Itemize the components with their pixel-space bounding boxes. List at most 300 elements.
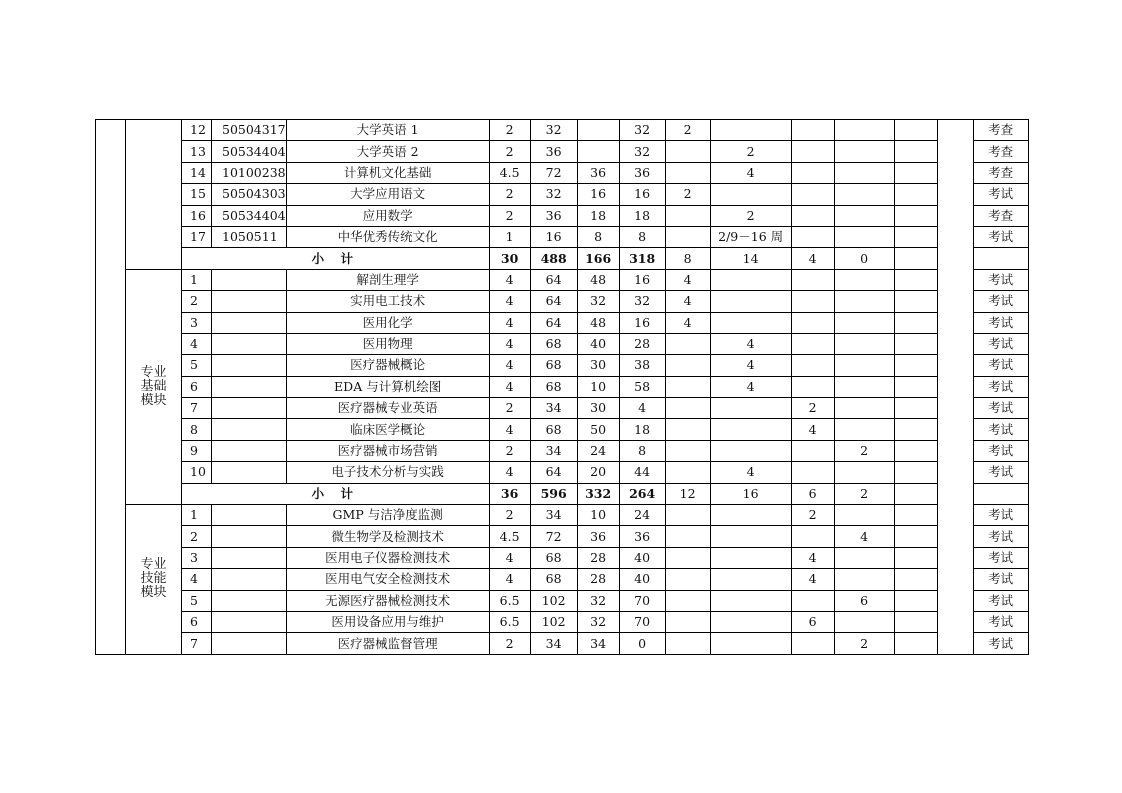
exam-type-cell: 考试 <box>973 440 1028 461</box>
course-code-cell <box>212 547 287 568</box>
blank-cell <box>894 333 937 354</box>
course-number-cell: 2 <box>182 291 212 312</box>
theory-hours-cell: 36 <box>577 162 619 183</box>
course-name-cell: 大学英语 2 <box>286 141 489 162</box>
semester-1-cell: 4 <box>665 291 710 312</box>
blank-cell <box>894 269 937 290</box>
practice-hours-cell: 36 <box>619 162 665 183</box>
course-name-cell: 应用数学 <box>286 205 489 226</box>
exam-type-cell: 考查 <box>973 141 1028 162</box>
exam-type-cell: 考试 <box>973 398 1028 419</box>
exam-type-cell: 考试 <box>973 376 1028 397</box>
semester-2-cell <box>710 590 791 611</box>
course-number-cell: 13 <box>182 141 212 162</box>
exam-type-cell: 考试 <box>973 633 1028 654</box>
practice-hours-cell: 40 <box>619 569 665 590</box>
total-hours-cell: 36 <box>530 141 577 162</box>
total-hours-cell: 34 <box>530 398 577 419</box>
blank-cell <box>894 312 937 333</box>
total-hours-cell: 64 <box>530 291 577 312</box>
total-hours-cell: 64 <box>530 312 577 333</box>
exam-type-cell: 考试 <box>973 291 1028 312</box>
semester-3-cell <box>791 141 834 162</box>
theory-hours-cell: 30 <box>577 355 619 376</box>
module-name-cell <box>126 505 182 655</box>
table-row <box>96 505 1029 526</box>
blank-cell <box>894 547 937 568</box>
table-row <box>96 333 1029 354</box>
theory-hours-cell: 32 <box>577 611 619 632</box>
theory-hours-cell: 18 <box>577 205 619 226</box>
subtotal-s2-cell: 16 <box>710 483 791 504</box>
theory-hours-cell: 40 <box>577 333 619 354</box>
subtotal-s3-cell: 4 <box>791 248 834 269</box>
subtotal-label: 小 计 <box>182 248 490 269</box>
practice-hours-cell: 8 <box>619 440 665 461</box>
semester-1-cell <box>665 590 710 611</box>
course-name-cell: GMP 与洁净度监测 <box>286 505 489 526</box>
semester-2-cell <box>710 398 791 419</box>
course-number-cell: 14 <box>182 162 212 183</box>
theory-hours-cell: 10 <box>577 505 619 526</box>
semester-1-cell <box>665 419 710 440</box>
course-code-cell <box>212 633 287 654</box>
course-number-cell: 6 <box>182 611 212 632</box>
semester-4-cell <box>834 141 894 162</box>
theory-hours-cell: 34 <box>577 633 619 654</box>
module-name-cell <box>126 269 182 504</box>
total-hours-cell: 72 <box>530 526 577 547</box>
semester-4-cell <box>834 226 894 247</box>
total-hours-cell: 34 <box>530 440 577 461</box>
total-hours-cell: 68 <box>530 333 577 354</box>
semester-1-cell <box>665 526 710 547</box>
credit-cell: 6.5 <box>489 611 530 632</box>
course-code-cell <box>212 569 287 590</box>
course-code-cell <box>212 355 287 376</box>
semester-4-cell <box>834 162 894 183</box>
exam-type-cell: 考查 <box>973 120 1028 141</box>
exam-type-cell: 考试 <box>973 333 1028 354</box>
table-row <box>96 205 1029 226</box>
course-name-cell: 电子技术分析与实践 <box>286 462 489 483</box>
credit-cell: 2 <box>489 398 530 419</box>
subtotal-s4-cell: 0 <box>834 248 894 269</box>
total-hours-cell: 102 <box>530 590 577 611</box>
course-code-cell <box>212 269 287 290</box>
blank-cell <box>894 291 937 312</box>
credit-cell: 2 <box>489 184 530 205</box>
credit-cell: 4.5 <box>489 162 530 183</box>
semester-3-cell <box>791 184 834 205</box>
semester-3-cell: 4 <box>791 569 834 590</box>
exam-type-cell: 考查 <box>973 205 1028 226</box>
semester-2-cell <box>710 291 791 312</box>
left-margin-cell <box>96 120 126 655</box>
exam-type-cell: 考试 <box>973 184 1028 205</box>
course-number-cell: 1 <box>182 269 212 290</box>
semester-2-cell <box>710 569 791 590</box>
table-row <box>96 611 1029 632</box>
semester-1-cell <box>665 633 710 654</box>
subtotal-label: 小 计 <box>182 483 490 504</box>
theory-hours-cell: 16 <box>577 184 619 205</box>
semester-4-cell <box>834 355 894 376</box>
semester-3-cell <box>791 590 834 611</box>
semester-1-cell: 2 <box>665 120 710 141</box>
theory-hours-cell: 20 <box>577 462 619 483</box>
subtotal-practice-cell: 318 <box>619 248 665 269</box>
practice-hours-cell: 18 <box>619 205 665 226</box>
course-name-cell: 医疗器械概论 <box>286 355 489 376</box>
module-name-line: 技能 <box>140 571 167 587</box>
semester-1-cell <box>665 440 710 461</box>
course-name-cell: 医用电气安全检测技术 <box>286 569 489 590</box>
table-row <box>96 547 1029 568</box>
table-row <box>96 526 1029 547</box>
blank-cell <box>894 376 937 397</box>
course-name-cell: 大学应用语文 <box>286 184 489 205</box>
exam-type-cell <box>973 483 1028 504</box>
course-number-cell: 3 <box>182 547 212 568</box>
blank-column-cell <box>937 120 973 655</box>
semester-4-cell <box>834 333 894 354</box>
subtotal-total-cell: 596 <box>530 483 577 504</box>
semester-4-cell <box>834 376 894 397</box>
exam-type-cell: 考查 <box>973 162 1028 183</box>
semester-1-cell <box>665 205 710 226</box>
table-row <box>96 226 1029 247</box>
semester-4-cell <box>834 462 894 483</box>
table-row <box>96 120 1029 141</box>
credit-cell: 4 <box>489 333 530 354</box>
course-number-cell: 4 <box>182 569 212 590</box>
credit-cell: 2 <box>489 633 530 654</box>
total-hours-cell: 36 <box>530 205 577 226</box>
module-name-line: 模块 <box>140 392 167 408</box>
semester-1-cell <box>665 355 710 376</box>
blank-cell <box>894 120 937 141</box>
semester-4-cell <box>834 611 894 632</box>
semester-3-cell: 6 <box>791 611 834 632</box>
course-name-cell: 医用电子仪器检测技术 <box>286 547 489 568</box>
credit-cell: 4 <box>489 269 530 290</box>
exam-type-cell: 考试 <box>973 569 1028 590</box>
table-row <box>96 162 1029 183</box>
subtotal-s2-cell: 14 <box>710 248 791 269</box>
blank-cell <box>894 205 937 226</box>
table-row <box>96 291 1029 312</box>
semester-2-cell: 2 <box>710 141 791 162</box>
semester-3-cell: 2 <box>791 398 834 419</box>
theory-hours-cell: 32 <box>577 590 619 611</box>
theory-hours-cell: 28 <box>577 569 619 590</box>
course-name-cell: 医用设备应用与维护 <box>286 611 489 632</box>
total-hours-cell: 64 <box>530 269 577 290</box>
semester-2-cell: 2/9－16 周 <box>710 226 791 247</box>
blank-cell <box>894 184 937 205</box>
table-row <box>96 398 1029 419</box>
theory-hours-cell: 28 <box>577 547 619 568</box>
course-code-cell: 50504303 <box>212 184 287 205</box>
credit-cell: 2 <box>489 120 530 141</box>
exam-type-cell: 考试 <box>973 547 1028 568</box>
course-name-cell: 无源医疗器械检测技术 <box>286 590 489 611</box>
blank-cell <box>894 483 937 504</box>
semester-1-cell <box>665 569 710 590</box>
semester-2-cell <box>710 184 791 205</box>
curriculum-table <box>95 119 1029 655</box>
course-number-cell: 12 <box>182 120 212 141</box>
course-code-cell: 1050511 <box>212 226 287 247</box>
exam-type-cell: 考试 <box>973 505 1028 526</box>
credit-cell: 4 <box>489 569 530 590</box>
total-hours-cell: 32 <box>530 120 577 141</box>
semester-1-cell <box>665 398 710 419</box>
subtotal-practice-cell: 264 <box>619 483 665 504</box>
credit-cell: 4 <box>489 291 530 312</box>
practice-hours-cell: 18 <box>619 419 665 440</box>
course-name-cell: EDA 与计算机绘图 <box>286 376 489 397</box>
course-number-cell: 16 <box>182 205 212 226</box>
course-number-cell: 1 <box>182 505 212 526</box>
practice-hours-cell: 44 <box>619 462 665 483</box>
course-number-cell: 8 <box>182 419 212 440</box>
blank-cell <box>894 419 937 440</box>
semester-3-cell: 4 <box>791 547 834 568</box>
semester-4-cell: 2 <box>834 633 894 654</box>
theory-hours-cell: 36 <box>577 526 619 547</box>
credit-cell: 4 <box>489 355 530 376</box>
semester-3-cell <box>791 291 834 312</box>
subtotal-s4-cell: 2 <box>834 483 894 504</box>
course-code-cell <box>212 611 287 632</box>
semester-4-cell <box>834 291 894 312</box>
semester-2-cell: 4 <box>710 333 791 354</box>
semester-3-cell <box>791 226 834 247</box>
course-code-cell: 10100238 <box>212 162 287 183</box>
practice-hours-cell: 70 <box>619 611 665 632</box>
semester-4-cell <box>834 505 894 526</box>
credit-cell: 6.5 <box>489 590 530 611</box>
semester-3-cell <box>791 269 834 290</box>
table-row <box>96 141 1029 162</box>
course-code-cell <box>212 291 287 312</box>
course-name-cell: 中华优秀传统文化 <box>286 226 489 247</box>
semester-4-cell: 6 <box>834 590 894 611</box>
semester-2-cell <box>710 269 791 290</box>
credit-cell: 2 <box>489 505 530 526</box>
practice-hours-cell: 16 <box>619 269 665 290</box>
blank-cell <box>894 633 937 654</box>
semester-3-cell: 4 <box>791 419 834 440</box>
semester-3-cell <box>791 440 834 461</box>
theory-hours-cell: 32 <box>577 291 619 312</box>
course-code-cell <box>212 440 287 461</box>
semester-1-cell: 4 <box>665 312 710 333</box>
semester-1-cell <box>665 162 710 183</box>
credit-cell: 4.5 <box>489 526 530 547</box>
module-name-cell <box>126 120 182 270</box>
course-code-cell: 50534404 <box>212 205 287 226</box>
exam-type-cell: 考试 <box>973 419 1028 440</box>
semester-4-cell <box>834 312 894 333</box>
exam-type-cell: 考试 <box>973 462 1028 483</box>
subtotal-theory-cell: 332 <box>577 483 619 504</box>
table-row <box>96 462 1029 483</box>
table-row <box>96 184 1029 205</box>
course-number-cell: 7 <box>182 633 212 654</box>
exam-type-cell: 考试 <box>973 590 1028 611</box>
semester-3-cell <box>791 333 834 354</box>
subtotal-s1-cell: 8 <box>665 248 710 269</box>
semester-4-cell <box>834 269 894 290</box>
semester-1-cell <box>665 141 710 162</box>
semester-2-cell: 4 <box>710 462 791 483</box>
course-number-cell: 10 <box>182 462 212 483</box>
course-code-cell <box>212 333 287 354</box>
total-hours-cell: 34 <box>530 633 577 654</box>
semester-1-cell <box>665 611 710 632</box>
semester-2-cell <box>710 419 791 440</box>
subtotal-row <box>96 483 1029 504</box>
semester-2-cell <box>710 440 791 461</box>
course-number-cell: 2 <box>182 526 212 547</box>
practice-hours-cell: 70 <box>619 590 665 611</box>
semester-1-cell: 2 <box>665 184 710 205</box>
credit-cell: 2 <box>489 440 530 461</box>
module-name-line: 专业 <box>140 557 167 573</box>
credit-cell: 4 <box>489 312 530 333</box>
course-number-cell: 5 <box>182 590 212 611</box>
blank-cell <box>894 226 937 247</box>
blank-cell <box>894 398 937 419</box>
course-number-cell: 4 <box>182 333 212 354</box>
practice-hours-cell: 36 <box>619 526 665 547</box>
semester-1-cell <box>665 333 710 354</box>
theory-hours-cell: 48 <box>577 269 619 290</box>
semester-4-cell: 4 <box>834 526 894 547</box>
subtotal-theory-cell: 166 <box>577 248 619 269</box>
exam-type-cell: 考试 <box>973 226 1028 247</box>
total-hours-cell: 34 <box>530 505 577 526</box>
course-number-cell: 17 <box>182 226 212 247</box>
semester-4-cell <box>834 120 894 141</box>
semester-4-cell <box>834 547 894 568</box>
semester-3-cell <box>791 633 834 654</box>
semester-3-cell: 2 <box>791 505 834 526</box>
blank-cell <box>894 462 937 483</box>
total-hours-cell: 64 <box>530 462 577 483</box>
blank-cell <box>894 440 937 461</box>
course-code-cell <box>212 376 287 397</box>
course-code-cell <box>212 462 287 483</box>
semester-2-cell: 4 <box>710 355 791 376</box>
course-number-cell: 15 <box>182 184 212 205</box>
course-name-cell: 临床医学概论 <box>286 419 489 440</box>
semester-4-cell <box>834 569 894 590</box>
semester-3-cell <box>791 526 834 547</box>
table-row <box>96 440 1029 461</box>
credit-cell: 4 <box>489 419 530 440</box>
semester-3-cell <box>791 355 834 376</box>
blank-cell <box>894 590 937 611</box>
subtotal-credit-cell: 30 <box>489 248 530 269</box>
table-row <box>96 419 1029 440</box>
course-number-cell: 5 <box>182 355 212 376</box>
table-body <box>96 120 1029 655</box>
blank-cell <box>894 141 937 162</box>
credit-cell: 4 <box>489 547 530 568</box>
subtotal-row <box>96 248 1029 269</box>
total-hours-cell: 68 <box>530 569 577 590</box>
course-number-cell: 6 <box>182 376 212 397</box>
course-name-cell: 实用电工技术 <box>286 291 489 312</box>
course-name-cell: 医用物理 <box>286 333 489 354</box>
course-code-cell: 50504317 <box>212 120 287 141</box>
course-code-cell <box>212 505 287 526</box>
semester-4-cell <box>834 419 894 440</box>
blank-cell <box>894 248 937 269</box>
practice-hours-cell: 58 <box>619 376 665 397</box>
semester-1-cell <box>665 376 710 397</box>
course-code-cell <box>212 526 287 547</box>
semester-3-cell <box>791 205 834 226</box>
semester-3-cell <box>791 376 834 397</box>
semester-3-cell <box>791 162 834 183</box>
table-row <box>96 590 1029 611</box>
practice-hours-cell: 8 <box>619 226 665 247</box>
total-hours-cell: 68 <box>530 419 577 440</box>
subtotal-s3-cell: 6 <box>791 483 834 504</box>
theory-hours-cell: 30 <box>577 398 619 419</box>
semester-2-cell <box>710 611 791 632</box>
subtotal-total-cell: 488 <box>530 248 577 269</box>
credit-cell: 1 <box>489 226 530 247</box>
course-number-cell: 7 <box>182 398 212 419</box>
semester-2-cell <box>710 120 791 141</box>
semester-3-cell <box>791 120 834 141</box>
subtotal-s1-cell: 12 <box>665 483 710 504</box>
semester-1-cell <box>665 462 710 483</box>
theory-hours-cell <box>577 120 619 141</box>
semester-2-cell <box>710 505 791 526</box>
practice-hours-cell: 32 <box>619 291 665 312</box>
practice-hours-cell: 38 <box>619 355 665 376</box>
table-row <box>96 312 1029 333</box>
course-name-cell: 解剖生理学 <box>286 269 489 290</box>
course-number-cell: 3 <box>182 312 212 333</box>
exam-type-cell: 考试 <box>973 312 1028 333</box>
total-hours-cell: 72 <box>530 162 577 183</box>
blank-cell <box>894 505 937 526</box>
theory-hours-cell: 10 <box>577 376 619 397</box>
semester-2-cell <box>710 312 791 333</box>
practice-hours-cell: 16 <box>619 184 665 205</box>
course-name-cell: 医疗器械市场营销 <box>286 440 489 461</box>
course-name-cell: 医疗器械监督管理 <box>286 633 489 654</box>
semester-1-cell: 4 <box>665 269 710 290</box>
course-number-cell: 9 <box>182 440 212 461</box>
module-name-line: 基础 <box>140 378 167 394</box>
blank-cell <box>894 569 937 590</box>
blank-cell <box>894 162 937 183</box>
theory-hours-cell: 48 <box>577 312 619 333</box>
practice-hours-cell: 40 <box>619 547 665 568</box>
exam-type-cell: 考试 <box>973 355 1028 376</box>
total-hours-cell: 68 <box>530 376 577 397</box>
credit-cell: 2 <box>489 205 530 226</box>
